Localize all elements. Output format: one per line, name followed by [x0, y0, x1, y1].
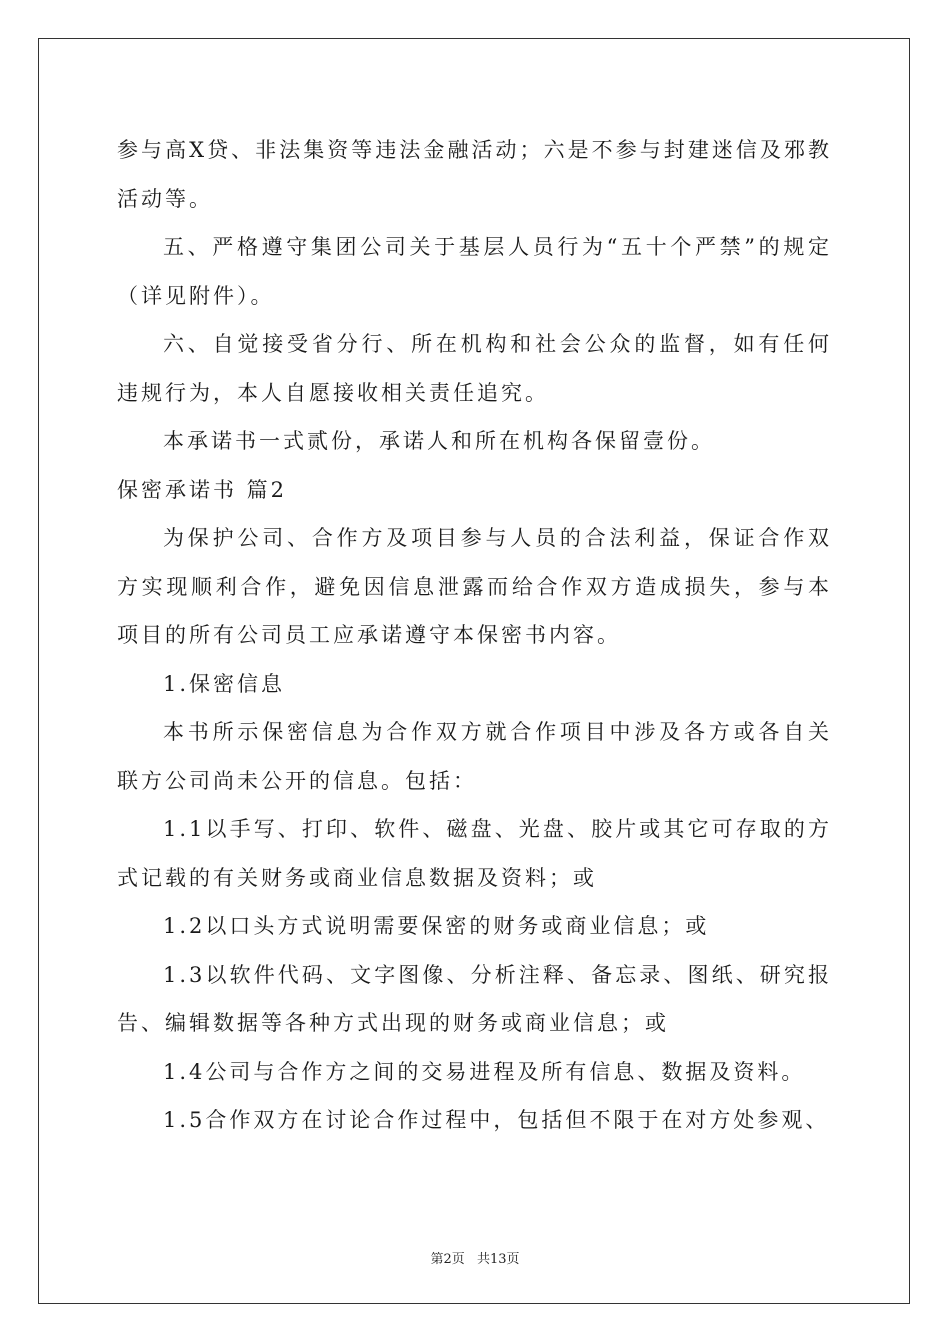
paragraph-1: 参与高X贷、非法集资等违法金融活动；六是不参与封建迷信及邪教活动等。 [117, 138, 832, 211]
clause-heading-1: 1.保密信息 [163, 671, 286, 696]
page-total: 共13页 [476, 1252, 520, 1267]
paragraph-2: 五、严格遵守集团公司关于基层人员行为“五十个严禁”的规定（详见附件）。 [117, 235, 832, 308]
paragraph-6: 为保护公司、合作方及项目参与人员的合法利益，保证合作双方实现顺利合作，避免因信息泄露而给合作双方造成损失，参与本项目的所有公司员工应承诺遵守本保密书内容。 [117, 526, 832, 647]
page-footer [0, 1248, 950, 1267]
paragraph-8: 本书所示保密信息为合作双方就合作项目中涉及各方或各自关联方公司尚未公开的信息。包括： [117, 720, 832, 793]
document-body [117, 126, 832, 1145]
paragraph-3: 六、自觉接受省分行、所在机构和社会公众的监督，如有任何违规行为，本人自愿接收相关责任追究。 [117, 332, 832, 405]
paragraph-4: 本承诺书一式贰份，承诺人和所在机构各保留壹份。 [163, 429, 715, 453]
page-number: 第2页 [430, 1252, 465, 1267]
clause-1-4: 1.4公司与合作方之间的交易进程及所有信息、数据及资料。 [163, 1059, 806, 1084]
section-heading: 保密承诺书 篇2 [117, 477, 288, 502]
clause-1-3: 1.3以软件代码、文字图像、分析注释、备忘录、图纸、研究报告、编辑数据等各种方式出现的财务或商业信息；或 [117, 962, 832, 1035]
clause-1-2: 1.2以口头方式说明需要保密的财务或商业信息；或 [163, 914, 710, 938]
clause-1-1: 1.1以手写、打印、软件、磁盘、光盘、胶片或其它可存取的方式记载的有关财务或商业信息数据及资料；或 [117, 817, 832, 890]
clause-1-5: 1.5合作双方在讨论合作过程中，包括但不限于在对方处参观、 [163, 1108, 830, 1132]
